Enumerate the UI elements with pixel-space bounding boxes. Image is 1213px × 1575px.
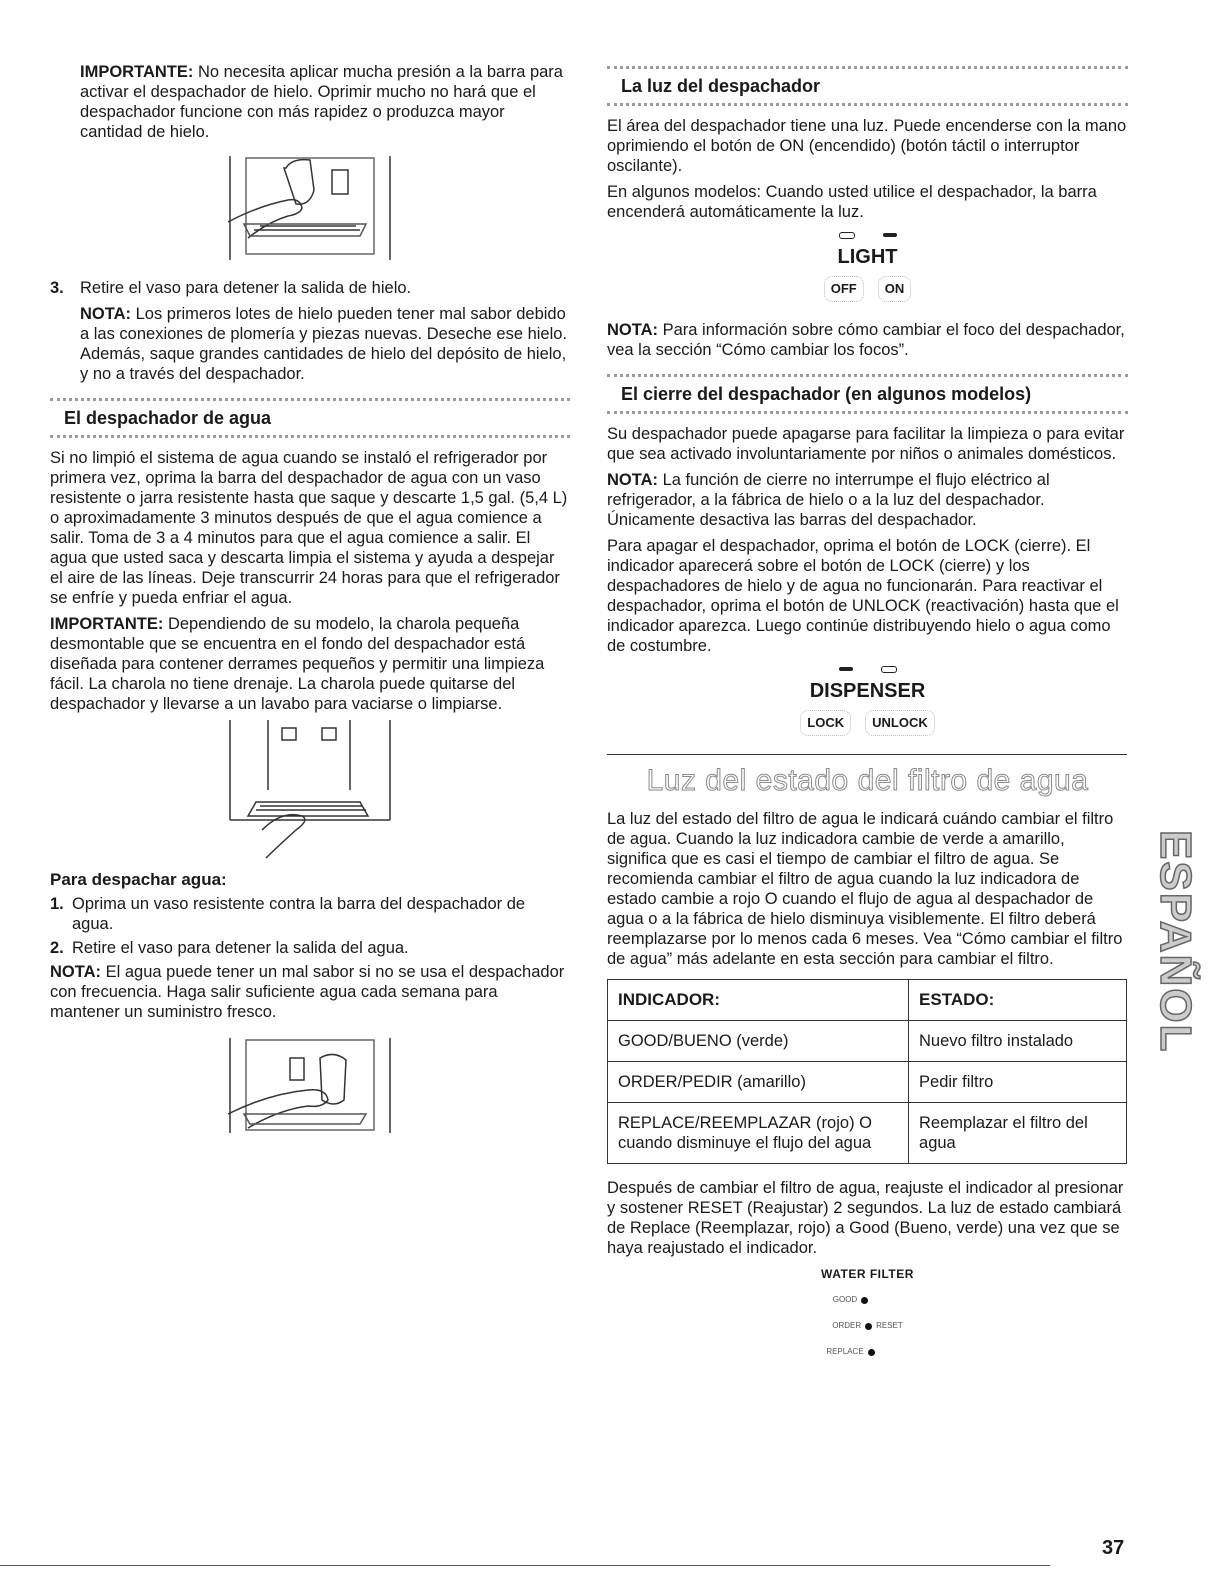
important-note-ice: IMPORTANTE: No necesita aplicar mucha presión a la barra para activar el despachador de hielo. Oprimir mucho no hará que el despachador funcione con más rapidez o produzca mayor cantidad de hielo. [80,63,563,141]
drip-tray-illustration [50,720,570,860]
off-indicator-icon [839,232,855,239]
filter-paragraph-1: La luz del estado del filtro de agua le indicará cuándo cambiar el filtro de agua. Cuando la luz indicadora cambie de verde a amarillo, significa que es casi el tiempo de cambiar el filtro de agua. Se recomienda cambiar el filtro de agua cuando la luz indicadora de estado cambie a rojo O cuando el flujo de agua al despachador de agua o a la fábrica de hielo disminuya visiblemente. El filtro deberá reemplazarse por lo menos cada 6 meses. Vea “Cómo cambiar el filtro de agua” más adelante en esta sección para cambiar el filtro. [607,810,1123,968]
nota-first-ice: NOTA: Los primeros lotes de hielo pueden tener mal sabor debido a las conexiones de plomería y piezas nuevas. Deseche ese hielo. Además, saque grandes cantidades de hielo del depósito de hielo, y no a través del despachador. [80,305,568,383]
ice-dispenser-illustration [50,148,570,268]
nota-lock-function: NOTA: La función de cierre no interrumpe el flujo eléctrico al refrigerador, a la fábrica de hielo o a la luz del despachador. Únicamente desactiva las barras del despachador. [607,471,1050,529]
table-header-indicator: INDICADOR: [608,980,909,1021]
unlock-indicator-icon [881,666,897,673]
bottom-rule [0,1565,1050,1566]
section-heading-dispenser-light: La luz del despachador [607,66,1128,106]
section-divider [607,754,1127,755]
water-filter-title: WATER FILTER [821,1267,914,1281]
on-indicator-icon [883,233,897,237]
important-note-tray: IMPORTANTE: Dependiendo de su modelo, la charola pequeña desmontable que se encuentra en el fondo del despachador está diseñada para contener derrames pequeños y permitir una limpieza fácil. La charola no tiene drenaje. La charola puede quitarse del despachador y llevarse a un lavabo para vaciarse o limpiarse. [50,615,545,713]
table-row [608,1021,1127,1062]
light-control-panel [607,230,1128,302]
table-cell: ORDER/PEDIR (amarillo) [608,1062,909,1103]
reset-button[interactable]: RESET [876,1321,903,1330]
step-3: 3. Retire el vaso para detener la salida de hielo. NOTA: Los primeros lotes de hielo pueden tener mal sabor debido a las conexiones de plomería y piezas nuevas. Deseche ese hielo. Además, saque grandes cantidades de hielo del depósito de hielo, y no a través del despachador. [50,278,570,384]
page-number: 37 [1102,1537,1125,1559]
left-column [50,62,570,1148]
order-indicator-icon [865,1323,872,1330]
lock-paragraph-1: Su despachador puede apagarse para facilitar la limpieza o para evitar que sea activado involuntariamente por niños o animales domésticos. [607,425,1125,463]
nota-light-bulb: NOTA: Para información sobre cómo cambiar el foco del despachador, vea la sección “Cómo cambiar los focos”. [607,321,1125,359]
filter-status-table [607,979,1127,1164]
good-indicator-icon [861,1297,868,1304]
replace-indicator-icon [868,1349,875,1356]
table-cell: Pedir filtro [909,1062,1127,1103]
lock-button[interactable]: LOCK [800,710,851,736]
table-cell: Nuevo filtro instalado [909,1021,1127,1062]
filter-status-title: Luz del estado del filtro de agua [646,764,1089,797]
table-cell: Reemplazar el filtro del agua [909,1103,1127,1164]
dispense-water-heading: Para despachar agua: [50,870,227,889]
table-header-status: ESTADO: [909,980,1127,1021]
section-heading-dispenser-lock: El cierre del despachador (en algunos modelos) [607,374,1128,414]
right-column [607,62,1128,1362]
table-cell: REPLACE/REEMPLAZAR (rojo) O cuando disminuye el flujo del agua [608,1103,909,1164]
good-label: GOOD [832,1295,858,1304]
table-row [608,1062,1127,1103]
light-off-button[interactable]: OFF [824,276,864,302]
order-label: ORDER [832,1321,862,1330]
filter-paragraph-2: Después de cambiar el filtro de agua, reajuste el indicador al presionar y sostener RESET (Reajustar) 2 segundos. La luz de estado cambiará de Replace (Reemplazar, rojo) a Good (Bueno, verde) una vez que se haya reajustado el indicador. [607,1179,1124,1257]
table-row [608,1103,1127,1164]
section-heading-water-dispenser: El despachador de agua [50,398,570,438]
dispenser-lock-panel [607,664,1128,736]
light-paragraph-2: En algunos modelos: Cuando usted utilice el despachador, la barra encenderá automáticamente la luz. [607,183,1097,221]
water-filter-panel [607,1264,1128,1362]
dispenser-label: DISPENSER [809,680,926,702]
dispense-step-2: 2. Retire el vaso para detener la salida del agua. [50,939,409,957]
dispense-step-1: 1. Oprima un vaso resistente contra la barra del despachador de agua. [50,895,526,933]
unlock-button[interactable]: UNLOCK [865,710,935,736]
light-on-button[interactable]: ON [878,276,912,302]
water-dispenser-illustration [50,1028,570,1138]
replace-label: REPLACE [826,1347,864,1356]
water-flush-paragraph: Si no limpió el sistema de agua cuando se instaló el refrigerador por primera vez, oprima la barra del despachador de agua con un vaso resistente o jarra resistente hasta que saque y descarte 1,5 gal. (5,4 L) o aproximadamente 3 minutos después de que el agua comience a salir. Toma de 3 a 4 minutos para que el agua comience a salir. El agua que usted saca y descarta limpia el sistema y ayuda a despejar el aire de las líneas. Deje transcurrir 24 horas para que el refrigerador se enfríe y pueda enfriar el agua. [50,449,568,607]
language-side-tab: ESPAÑOL [1151,830,1200,1054]
lock-indicator-icon [839,667,853,671]
lock-paragraph-2: Para apagar el despachador, oprima el botón de LOCK (cierre). El indicador aparecerá sobre el botón de LOCK (cierre) y los despachadores de hielo y de agua no funcionarán. Para reactivar el despachador, oprima el botón de UNLOCK (reactivación) hasta que el indicador aparezca. Luego continúe distribuyendo hielo o agua como de costumbre. [607,537,1119,655]
light-label: LIGHT [837,246,898,268]
table-cell: GOOD/BUENO (verde) [608,1021,909,1062]
table-header-row [608,980,1127,1021]
light-paragraph-1: El área del despachador tiene una luz. Puede encenderse con la mano oprimiendo el botón de ON (encendido) (botón táctil o interruptor oscilante). [607,117,1127,175]
nota-water-taste: NOTA: El agua puede tener un mal sabor si no se usa el despachador con frecuencia. Haga salir suficiente agua cada semana para mantener un suministro fresco. [50,963,565,1021]
